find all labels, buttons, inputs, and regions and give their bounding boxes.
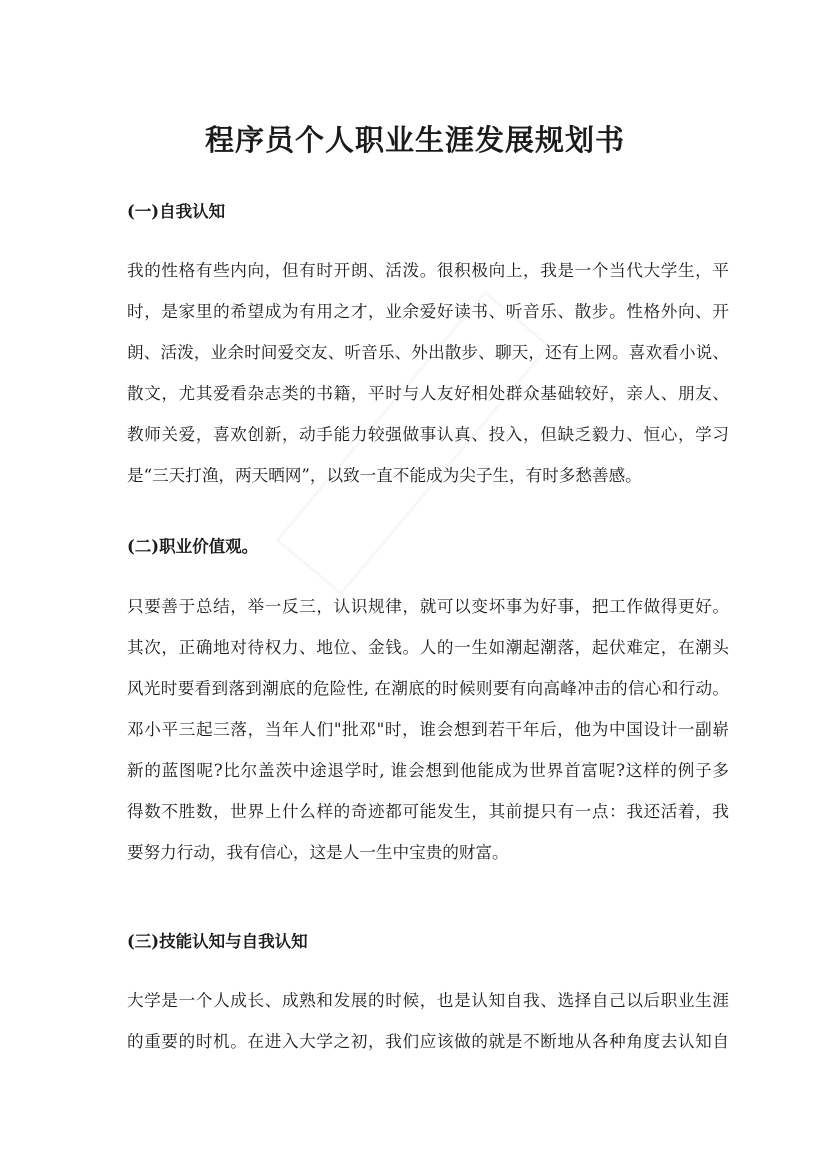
paragraph-self-awareness bbox=[127, 250, 729, 496]
text-line: 时，是家里的希望成为有用之才，业余爱好读书、听音乐、散步。性格外向、开 bbox=[127, 302, 729, 321]
text-line: 邓小平三起三落，当年人们"批邓"时，谁会想到若干年后，他为中国设计一副崭 bbox=[127, 720, 729, 739]
text-line: 新的蓝图呢?比尔盖茨中途退学时, 谁会想到他能成为世界首富呢?这样的例子多 bbox=[127, 761, 729, 780]
paragraph-career-values bbox=[127, 586, 729, 873]
text-line: 朗、活泼，业余时间爱交友、听音乐、外出散步、聊天，还有上网。喜欢看小说、 bbox=[127, 343, 729, 362]
text-line: 的重要的时机。在进入大学之初，我们应该做的就是不断地从各种角度去认知自 bbox=[127, 1032, 729, 1051]
text-line: 是“三天打渔，两天晒网”，以致一直不能成为尖子生，有时多愁善感。 bbox=[127, 466, 642, 485]
section-heading-skill-awareness: (三)技能认知与自我认知 bbox=[127, 932, 308, 951]
text-line: 只要善于总结，举一反三，认识规律，就可以变坏事为好事，把工作做得更好。 bbox=[127, 597, 729, 616]
paragraph-skill-awareness bbox=[127, 980, 729, 1062]
text-line: 得数不胜数，世界上什么样的奇迹都可能发生，其前提只有一点：我还活着，我 bbox=[127, 802, 729, 821]
section-heading-career-values: (二)职业价值观。 bbox=[127, 537, 259, 556]
document-title: 程序员个人职业生涯发展规划书 bbox=[204, 123, 625, 157]
text-line: 散文，尤其爱看杂志类的书籍，平时与人友好相处群众基础较好，亲人、朋友、 bbox=[127, 384, 729, 403]
text-line: 风光时要看到落到潮底的危险性, 在潮底的时候则要有向高峰冲击的信心和行动。 bbox=[127, 679, 729, 698]
text-line: 我的性格有些内向，但有时开朗、活泼。很积极向上，我是一个当代大学生，平 bbox=[127, 261, 729, 280]
text-line: 要努力行动，我有信心，这是人一生中宝贵的财富。 bbox=[127, 843, 509, 862]
text-line: 大学是一个人成长、成熟和发展的时候，也是认知自我、选择自己以后职业生涯 bbox=[127, 991, 729, 1010]
section-heading-self-awareness: (一)自我认知 bbox=[127, 202, 226, 221]
text-line: 其次，正确地对待权力、地位、金钱。人的一生如潮起潮落，起伏难定，在潮头 bbox=[127, 638, 729, 657]
text-line: 教师关爱，喜欢创新，动手能力较强做事认真、投入，但缺乏毅力、恒心，学习 bbox=[127, 425, 729, 444]
